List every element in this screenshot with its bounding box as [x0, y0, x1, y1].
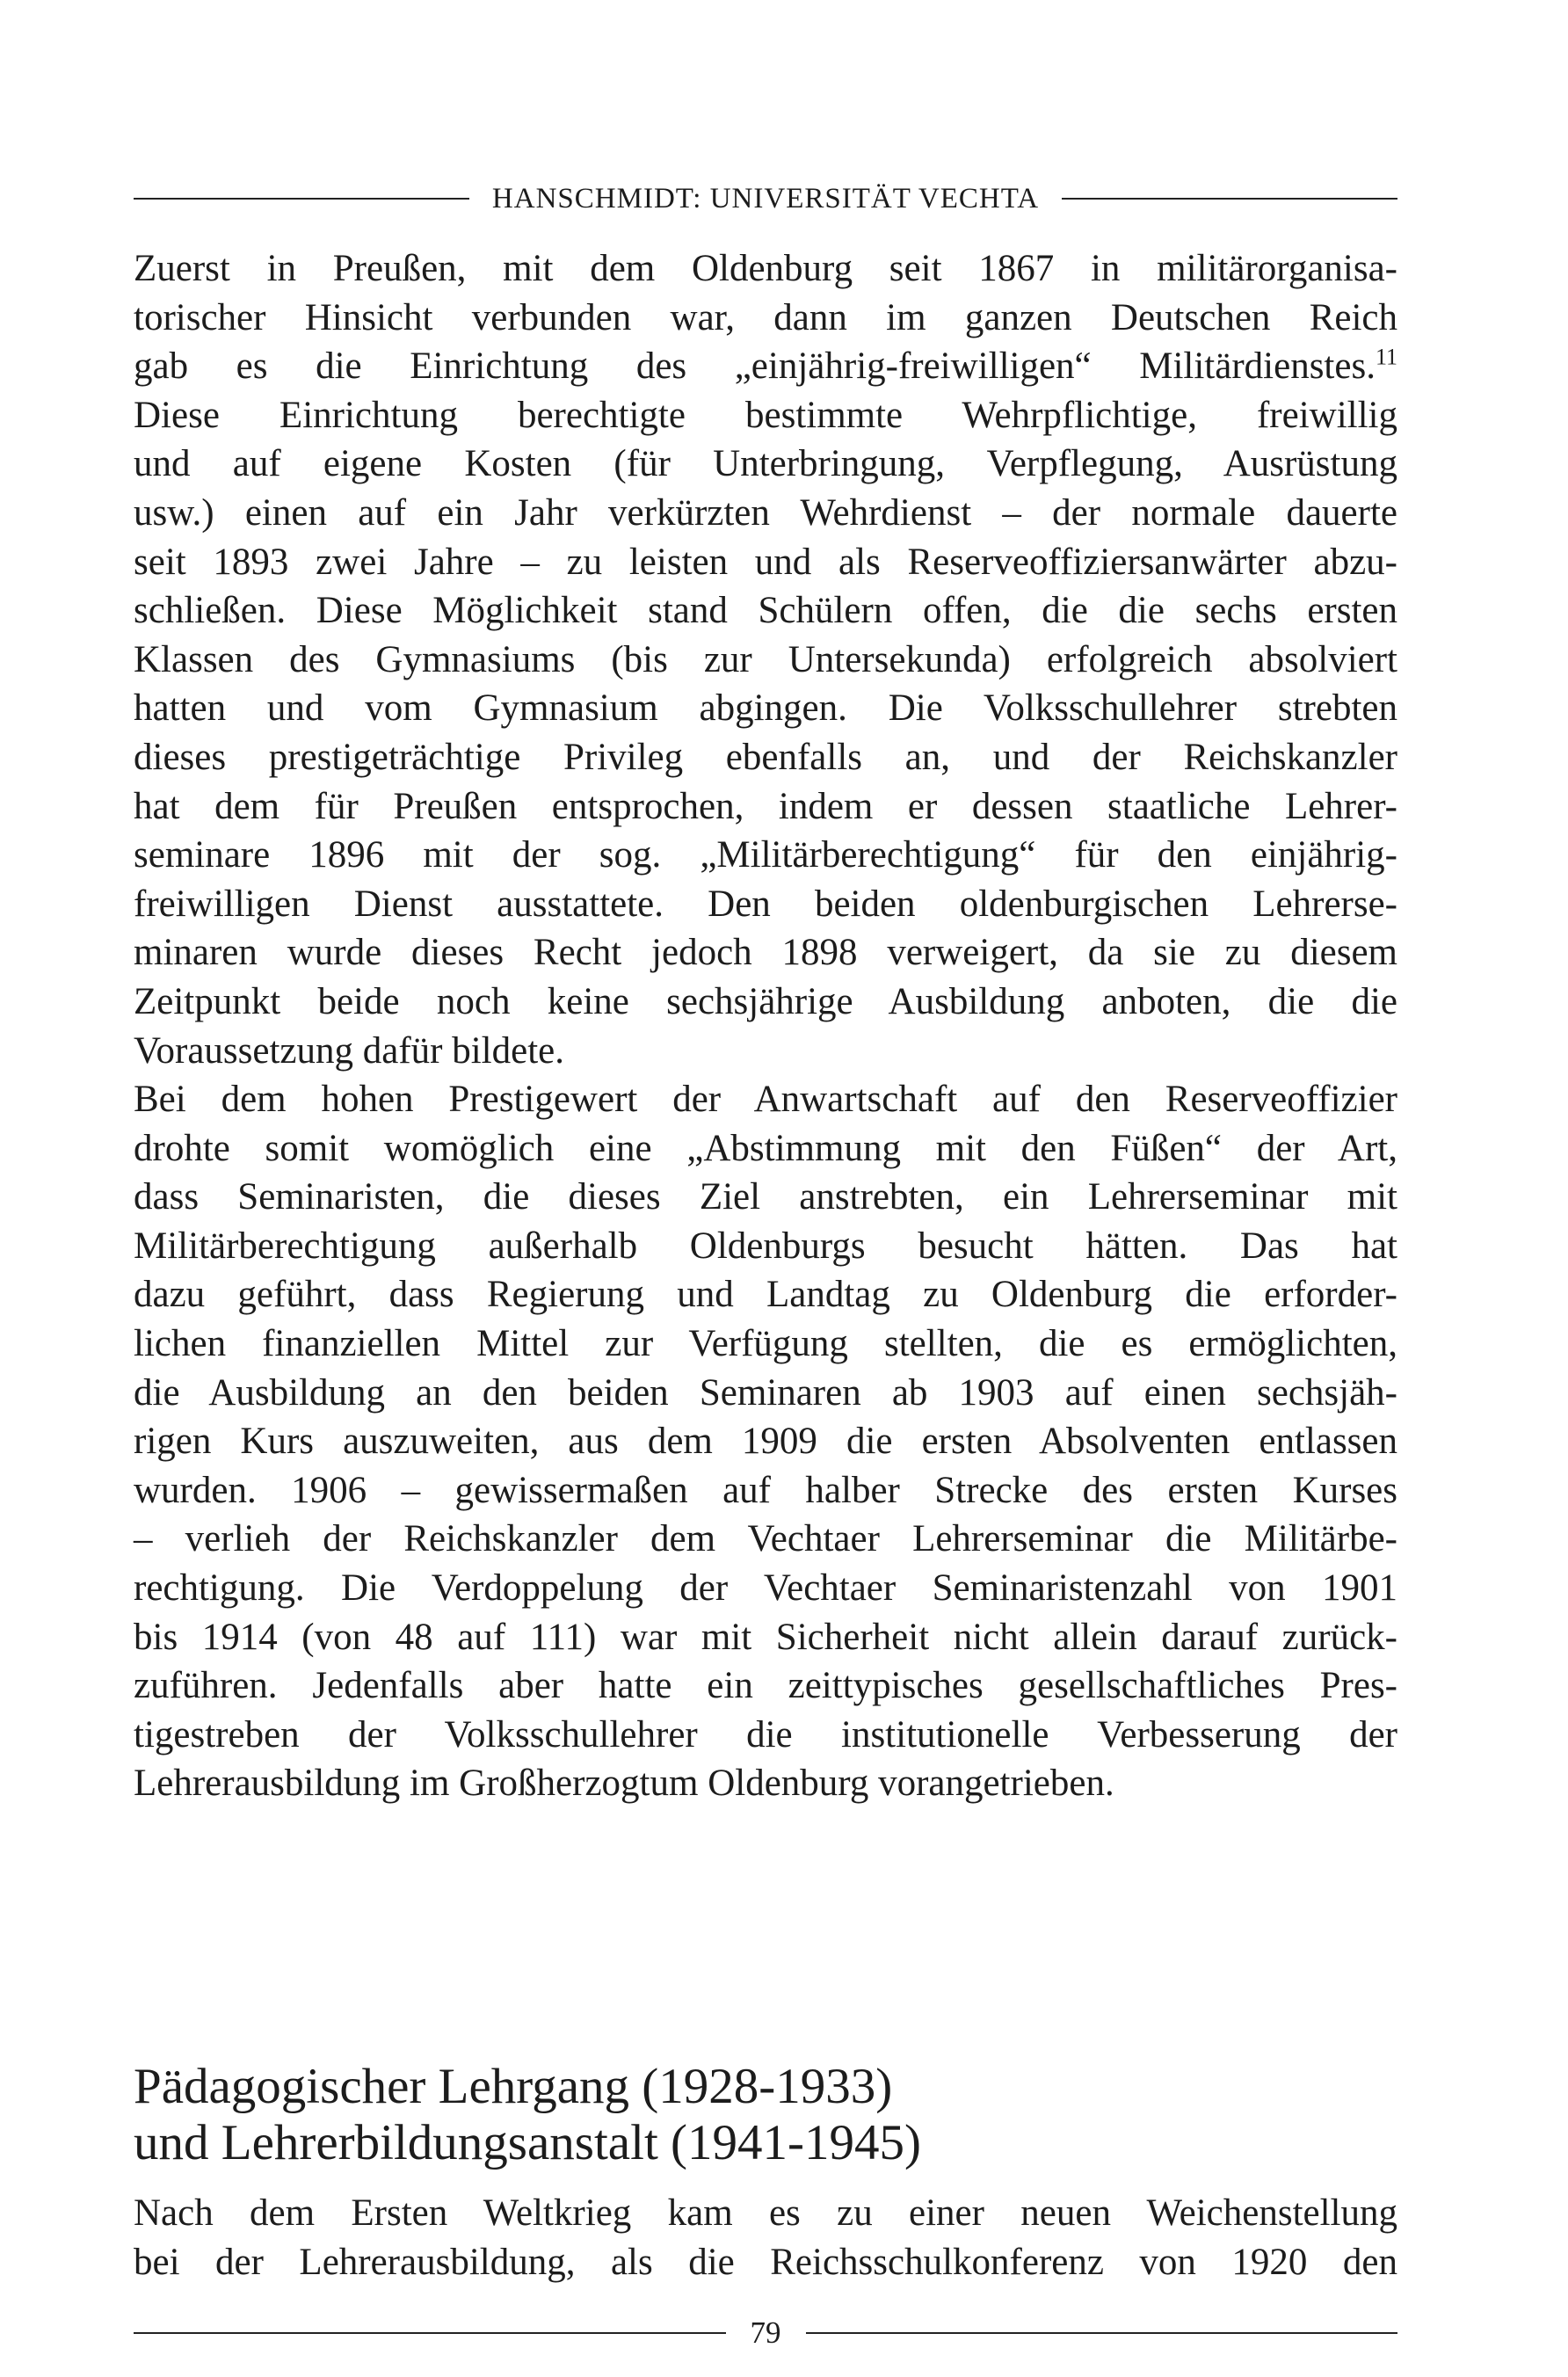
footnote-reference: 11: [1375, 344, 1397, 370]
section-heading-line: Pädagogischer Lehrgang (1928-1933): [134, 2059, 893, 2114]
text-line: seminare 1896 mit der sog. „Militärberechtigung“ für den einjährig-: [134, 834, 1397, 876]
text-line: zuführen. Jedenfalls aber hatte ein zeittypisches gesellschaftliches Pres-: [134, 1665, 1397, 1707]
text-line: Militärberechtigung außerhalb Oldenburgs besucht hätten. Das hat: [134, 1225, 1397, 1267]
text-line: Voraussetzung dafür bildete.: [134, 1029, 564, 1072]
text-line: die Ausbildung an den beiden Seminaren ab 1903 auf einen sechsjäh-: [134, 1371, 1397, 1414]
text-line: wurden. 1906 – gewissermaßen auf halber Strecke des ersten Kurses: [134, 1469, 1397, 1511]
text-line: hatten und vom Gymnasium abgingen. Die Volksschullehrer strebten: [134, 687, 1397, 730]
body-text-continued: [134, 2189, 1397, 2286]
text-line: torischer Hinsicht verbunden war, dann im ganzen Deutschen Reich: [134, 296, 1397, 338]
text-line: bei der Lehrerausbildung, als die Reichsschulkonferenz von 1920 den: [134, 2241, 1397, 2283]
text-line: rechtigung. Die Verdoppelung der Vechtaer Seminaristenzahl von 1901: [134, 1567, 1397, 1610]
text-line: bis 1914 (von 48 auf 111) war mit Sicherheit nicht allein darauf zurück-: [134, 1616, 1397, 1658]
page-number: 79: [750, 2315, 781, 2350]
text-line: rigen Kurs auszuweiten, aus dem 1909 die ersten Absolventen entlassen: [134, 1421, 1397, 1463]
text-line: usw.) einen auf ein Jahr verkürzten Wehrdienst – der normale dauerte: [134, 491, 1397, 534]
running-head-rule-left: [134, 198, 469, 200]
text-line-content: gab es die Einrichtung des „einjährig-freiwilligen“ Militärdienstes.: [134, 345, 1376, 388]
text-line: und auf eigene Kosten (für Unterbringung, Verpflegung, Ausrüstung: [134, 443, 1397, 485]
section-heading-line: und Lehrerbildungsanstalt (1941-1945): [134, 2115, 921, 2170]
running-head: [134, 172, 1397, 225]
text-line: drohte somit womöglich eine „Abstimmung mit den Füßen“ der Art,: [134, 1127, 1397, 1169]
footer-rule-right: [806, 2332, 1398, 2334]
text-line: Lehrerausbildung im Großherzogtum Oldenburg vorangetrieben.: [134, 1763, 1114, 1805]
text-line: minaren wurde dieses Recht jedoch 1898 verweigert, da sie zu diesem: [134, 932, 1397, 974]
text-line: dazu geführt, dass Regierung und Landtag zu Oldenburg die erforder-: [134, 1274, 1397, 1316]
text-line: lichen finanziellen Mittel zur Verfügung stellten, die es ermöglichten,: [134, 1323, 1397, 1365]
text-line: Nach dem Ersten Weltkrieg kam es zu einer neuen Weichenstellung: [134, 2192, 1397, 2234]
text-line: seit 1893 zwei Jahre – zu leisten und als Reserveoffiziersanwärter abzu-: [134, 541, 1397, 583]
text-line: tigestreben der Volksschullehrer die institutionelle Verbesserung der: [134, 1713, 1397, 1755]
text-line: – verlieh der Reichskanzler dem Vechtaer Lehrerseminar die Militärbe-: [134, 1518, 1397, 1560]
text-line-with-footnote: [134, 342, 1397, 391]
body-text: [134, 244, 1397, 1808]
text-line: hat dem für Preußen entsprochen, indem er dessen staatliche Lehrer-: [134, 785, 1397, 827]
text-line: dieses prestigeträchtige Privileg ebenfalls an, und der Reichskanzler: [134, 736, 1397, 778]
running-head-rule-right: [1062, 198, 1397, 200]
running-head-title: HANSCHMIDT: UNIVERSITÄT VECHTA: [491, 182, 1040, 214]
text-line: Klassen des Gymnasiums (bis zur Untersekunda) erfolgreich absolviert: [134, 638, 1397, 680]
text-line: Diese Einrichtung berechtigte bestimmte Wehrpflichtige, freiwillig: [134, 394, 1397, 436]
section-heading: [134, 2059, 1397, 2171]
page-footer: [134, 2307, 1397, 2359]
footer-rule-left: [134, 2332, 726, 2334]
book-page: [134, 172, 1397, 2350]
text-line: Zeitpunkt beide noch keine sechsjährige Ausbildung anboten, die die: [134, 980, 1397, 1022]
text-line: schließen. Diese Möglichkeit stand Schülern offen, die die sechs ersten: [134, 590, 1397, 632]
text-line: Bei dem hohen Prestigewert der Anwartschaft auf den Reserveoffizier: [134, 1079, 1397, 1121]
text-line: freiwilligen Dienst ausstattete. Den beiden oldenburgischen Lehrerse-: [134, 883, 1397, 925]
text-line: dass Seminaristen, die dieses Ziel anstrebten, ein Lehrerseminar mit: [134, 1176, 1397, 1218]
text-line: Zuerst in Preußen, mit dem Oldenburg seit 1867 in militärorganisa-: [134, 248, 1397, 289]
